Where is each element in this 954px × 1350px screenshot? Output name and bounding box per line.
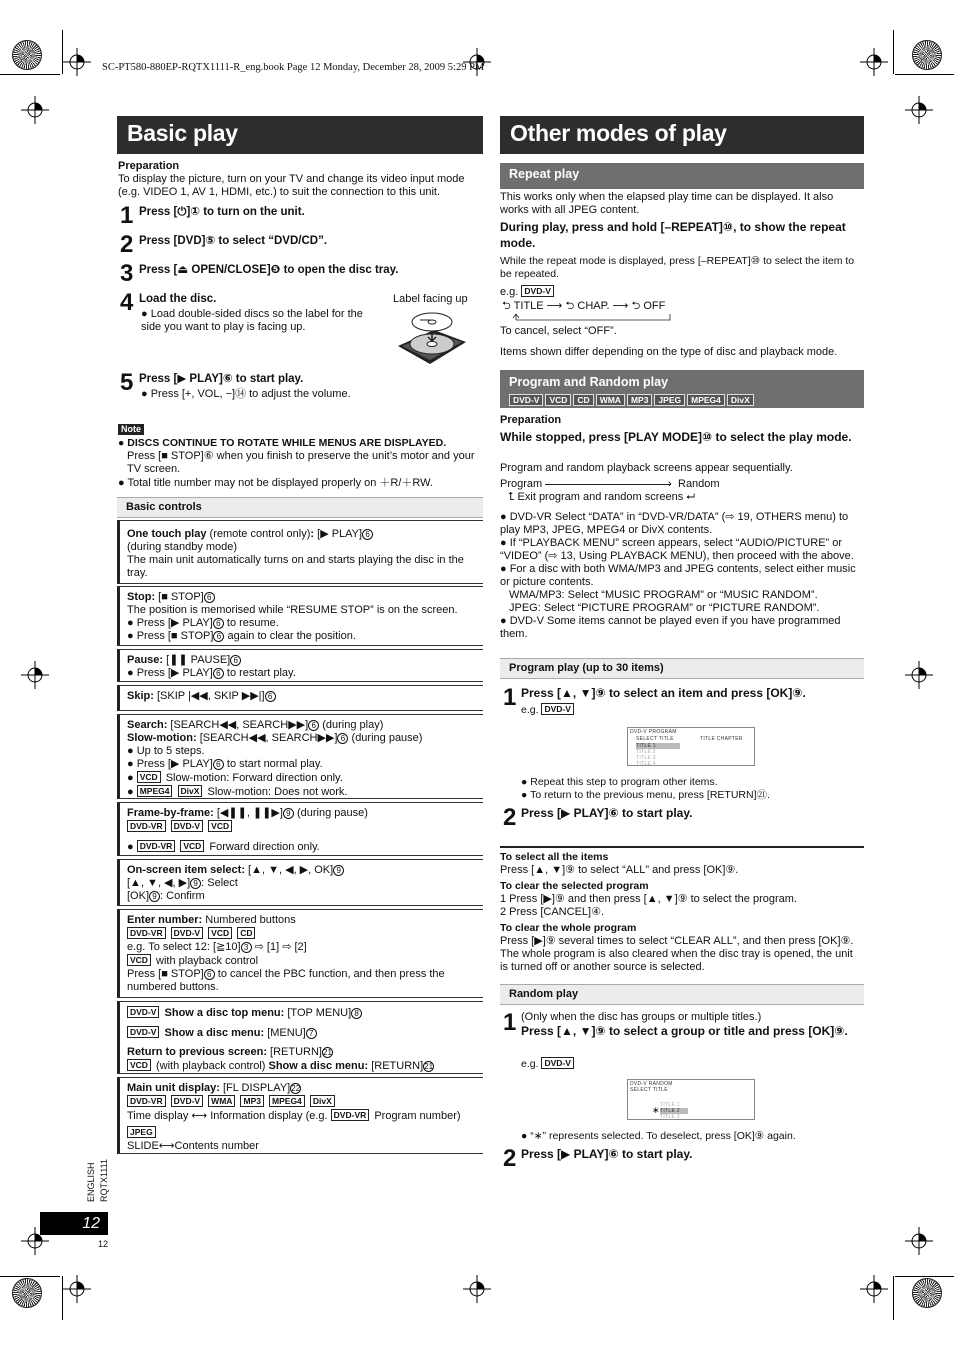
- screen-row: TITLE 2: [636, 749, 656, 755]
- crosshair-mark: [860, 1275, 888, 1303]
- clear-whole-text: Press [▶]⑨ several times to select “CLEAR ALL”, and then press [OK]⑨. The whole program is also cleared when the disc tray is opened, the unit is turned off or another source is selected.: [500, 935, 854, 973]
- disc-tag: MPEG4: [687, 394, 725, 406]
- step-text: Press [DVD]⑤ to select “DVD/CD”.: [139, 235, 328, 247]
- crosshair-mark: [21, 661, 49, 689]
- registration-rosette: [12, 1278, 42, 1308]
- bullet-text: WMA/MP3: Select “MUSIC PROGRAM” or “MUSIC RANDOM”.: [509, 589, 818, 601]
- screen-row: TITLE 1: [660, 1102, 680, 1108]
- clear-selected-heading: To clear the selected program: [500, 880, 649, 892]
- control-panel-display: Main unit display: [FL DISPLAY]22 DVD-VR DVD-V WMA MP3 MPEG4 DivX Time display ⟷ Information display (e.g. DVD-VR Program number) JPEG SLIDE⟷Contents number: [117, 1077, 483, 1154]
- repeat-icon: ⮌: [565, 300, 575, 312]
- program-sequence-text: Program and random playback screens appear sequentially.: [500, 462, 793, 474]
- repeat-play-header: Repeat play: [500, 163, 864, 189]
- program-prep-label: Preparation: [500, 414, 562, 426]
- section-divider: [500, 846, 864, 848]
- select-all-heading: To select all the items: [500, 851, 609, 863]
- disc-tray-illustration: [396, 306, 468, 368]
- screen-row: TITLE 4: [636, 761, 656, 767]
- control-panel-frame: Frame-by-frame: [◀❚❚, ❚❚▶] 9 (during pause) DVD-VR DVD-V VCD ● DVD-VR VCD Forward direction only.: [117, 802, 483, 856]
- bullet-text: If “PLAYBACK MENU” screen appears, select “AUDIO/PICTURE” or “VIDEO” (⇨ 13, Using PLAYBACK MENU), then proceed with the above.: [500, 537, 854, 562]
- other-modes-title: Other modes of play: [500, 116, 864, 154]
- control-panel-stop: Stop: [■ STOP] 6 The position is memorised while “RESUME STOP” is on the screen. ● Press [▶ PLAY] 6 to resume. ● Press [■ STOP] 6 again to clear the position.: [117, 586, 483, 646]
- disc-tag: DVD-V: [509, 394, 543, 406]
- repeat-mode-off: OFF: [643, 300, 666, 312]
- repeat-detail: While the repeat mode is displayed, press [–REPEAT]⑩ to select the item to be repeated.: [500, 255, 855, 280]
- random-star-note: ● “∗” represents selected. To deselect, press [OK]⑨ again.: [521, 1130, 796, 1142]
- program-after2: ● To return to the previous menu, press [RETURN]㉑.: [521, 789, 770, 801]
- program-screen-thumbnail: [627, 727, 755, 766]
- page-number-small: 12: [98, 1239, 109, 1249]
- repeat-eg: [500, 285, 556, 299]
- control-panel-pause: Pause: [❚❚ PAUSE] 6 ● Press [▶ PLAY] 6 to restart play.: [117, 649, 483, 682]
- crosshair-mark: [905, 1227, 933, 1255]
- screen-row: TITLE 3: [660, 1114, 680, 1120]
- random-step1-eg: e.g. DVD-V: [521, 1057, 576, 1071]
- eg-label: e.g.: [500, 286, 519, 298]
- screen-row: TITLE 1: [636, 743, 680, 749]
- note-item: ● Total title number may not be displayed properly on ＋R/＋RW.: [118, 477, 433, 490]
- step-number: 2: [120, 231, 134, 258]
- control-panel-onscreen: On-screen item select: [▲, ▼, ◀, ▶, OK] 9 [▲, ▼, ◀, ▶] 9 : Select [OK] 9 : Confirm: [117, 859, 483, 906]
- selected-star-icon: ∗: [652, 1105, 660, 1115]
- step-number: 1: [120, 202, 134, 229]
- eg-label: e.g.: [521, 704, 539, 716]
- step-text: Load the disc.: [139, 293, 217, 305]
- repeat-icon: ⮌: [631, 300, 641, 312]
- basic-play-title: Basic play: [117, 116, 483, 154]
- figure-label: Label facing up: [393, 293, 468, 305]
- step-number: 5: [120, 369, 134, 396]
- side-code: RQTX1111: [99, 1158, 109, 1202]
- control-panel-enter-number: Enter number: Numbered buttons DVD-VR DVD-V VCD CD e.g. To select 12: [≧10] 3 ⇨ [1] ⇨ [2] VCD with playback control Press [■ STOP] 6 to cancel the PBC function, and then press the numbered buttons.: [117, 909, 483, 998]
- program-play-header: Program play (up to 30 items): [500, 658, 864, 679]
- disc-tag: DVD-V: [521, 285, 553, 297]
- crosshair-mark: [860, 48, 888, 76]
- disc-tag: MP3: [627, 394, 652, 406]
- repeat-cancel: To cancel, select “OFF”.: [500, 325, 617, 337]
- bullet-text: For a disc with both WMA/MP3 and JPEG contents, select either music or picture contents.: [500, 563, 856, 588]
- repeat-loop-arrow: [512, 312, 672, 322]
- screen-title: DVD-V PROGRAM: [630, 729, 677, 735]
- select-all-text: Press [▲, ▼]⑨ to select “ALL” and press [OK]⑨.: [500, 864, 739, 876]
- bullet-text: JPEG: Select “PICTURE PROGRAM” or “PICTURE RANDOM”.: [509, 602, 820, 614]
- repeat-sequence: ⮌ TITLE ⟶ ⮌ CHAP. ⟶ ⮌ OFF: [502, 300, 666, 312]
- registration-rosette: [912, 1278, 942, 1308]
- preparation-label: Preparation: [118, 160, 180, 172]
- screen-row: TITLE 2: [660, 1108, 688, 1114]
- step-number: 4: [120, 289, 134, 316]
- disc-tag: DivX: [727, 394, 754, 406]
- step-text: Press [▶ PLAY]⑥ to start play.: [139, 373, 304, 385]
- note-label: Note: [118, 424, 144, 435]
- program-step1: Press [▲, ▼]⑨ to select an item and press [OK]⑨.: [521, 686, 806, 700]
- program-step2: Press [▶ PLAY]⑥ to start play.: [521, 806, 693, 820]
- disc-tag: JPEG: [654, 394, 685, 406]
- program-instruction: While stopped, press [PLAY MODE]⑩ to select the play mode.: [500, 430, 852, 444]
- screen-row: TITLE 3: [636, 755, 656, 761]
- step-subtext: ● Press [+, VOL, −]⑭ to adjust the volume.: [141, 388, 351, 400]
- random-step2: Press [▶ PLAY]⑥ to start play.: [521, 1147, 693, 1161]
- clear-selected-step1: 1 Press [▶]⑨ and then press [▲, ▼]⑨ to select the program.: [500, 893, 797, 905]
- eg-label: e.g.: [521, 1058, 539, 1070]
- step-number: 2: [503, 804, 517, 831]
- step-text: Press [⏏ OPEN/CLOSE]❺ to open the disc tray.: [139, 264, 399, 276]
- bullet-text: DVD-V Some items cannot be played even if you have programmed them.: [500, 615, 841, 640]
- flow-arrow: [545, 484, 671, 485]
- note-item: Press [■ STOP]⑥ when you finish to preserve the unit’s motor and your TV screen.: [127, 450, 475, 476]
- random-play-header: Random play: [500, 984, 864, 1005]
- repeat-mode-chap: CHAP.: [577, 300, 610, 312]
- registration-rosette: [12, 40, 42, 70]
- control-panel-menus: DVD-V Show a disc top menu: [TOP MENU] 8 DVD-V Show a disc menu: [MENU] 7 Return to previous screen: [RETURN]21 VCD (with playback control) Show a disc menu: [RETURN]21: [117, 1001, 483, 1074]
- random-screen-thumbnail: [627, 1079, 755, 1120]
- control-panel-skip: Skip: [SKIP |◀◀, SKIP ▶▶|] 6: [117, 685, 483, 711]
- crosshair-mark: [21, 96, 49, 124]
- screen-subtitle: SELECT TITLE: [630, 1087, 668, 1093]
- screen-columns: TITLE CHAPTER: [700, 736, 743, 742]
- random-step1-pre: (Only when the disc has groups or multiple titles.): [521, 1011, 762, 1023]
- disc-tag: VCD: [545, 394, 571, 406]
- random-step1: Press [▲, ▼]⑨ to select a group or title and press [OK]⑨.: [521, 1024, 848, 1038]
- basic-controls-header: Basic controls: [117, 497, 483, 518]
- clear-whole-heading: To clear the whole program: [500, 922, 637, 934]
- screen-title: DVD-V RANDOM: [630, 1081, 673, 1087]
- repeat-intro: This works only when the elapsed play time can be displayed. It also works with all JPEG content.: [500, 191, 834, 216]
- step-text: Press [⏻]① to turn on the unit.: [139, 206, 305, 218]
- program-bullets: ● DVD-VR Select “DATA” in “DVD-VR/DATA” (⇨ 19, OTHERS menu) to play MP3, JPEG, MPEG4 or DivX contents. ● If “PLAYBACK MENU” screen appears, select “AUDIO/PICTURE” or “VIDEO” (⇨ 13, Using PLAYBACK MENU), then proceed with the above. ● For a disc with both WMA/MP3 and JPEG contents, select either music or picture contents. WMA/MP3: Select “MUSIC PROGRAM” or “MUSIC RANDOM”. JPEG: Select “PICTURE PROGRAM” or “PICTURE RANDOM”. ● DVD-V Some items cannot be played even if you have programmed them.: [500, 511, 862, 641]
- note-item: ● DISCS CONTINUE TO ROTATE WHILE MENUS ARE DISPLAYED.: [118, 437, 447, 450]
- side-language: ENGLISH: [86, 1162, 96, 1202]
- disc-tag: WMA: [596, 394, 625, 406]
- program-step1-eg: e.g. DVD-V: [521, 703, 576, 717]
- flow-exit: ⮤ Exit program and random screens ⮠: [508, 491, 696, 503]
- bullet-text: DVD-VR Select “DATA” in “DVD-VR/DATA” (⇨ 19, OTHERS menu) to play MP3, JPEG, MPEG4 or DivX contents.: [500, 511, 849, 536]
- clear-selected-step2: 2 Press [CANCEL]④.: [500, 906, 605, 918]
- step-number: 1: [503, 684, 517, 711]
- program-random-tags: [509, 392, 855, 407]
- disc-tag: CD: [573, 394, 593, 406]
- crosshair-mark: [63, 1275, 91, 1303]
- book-file-header: SC-PT580-880EP-RQTX1111-R_eng.book Page 12 Monday, December 28, 2009 5:29 PM: [102, 62, 485, 73]
- step-subtext: ● Load double-sided discs so the label for the side you want to play is facing up.: [141, 308, 363, 333]
- flow-program: Program: [500, 478, 543, 490]
- step-number: 2: [503, 1145, 517, 1172]
- repeat-differ: Items shown differ depending on the type of disc and playback mode.: [500, 346, 838, 358]
- program-random-header: [500, 370, 864, 408]
- preparation-text: To display the picture, turn on your TV and change its video input mode (e.g. VIDEO 1, AV 1, HDMI, etc.) to suit the connection to this unit.: [118, 173, 465, 198]
- flow-arrow-head: ›: [668, 478, 672, 490]
- program-random-title: Program and Random play: [509, 375, 669, 389]
- note-block: [118, 423, 484, 488]
- control-panel-one-touch: One touch play (remote control only): [▶ PLAY] 6 (during standby mode) The main unit automatically turns on and starts playing the disc in the tray.: [117, 520, 483, 584]
- step-number: 1: [503, 1009, 517, 1036]
- page-number: 12: [40, 1212, 108, 1235]
- registration-rosette: [912, 40, 942, 70]
- flow-random: Random: [678, 478, 720, 490]
- repeat-icon: ⮌: [502, 300, 511, 312]
- program-after1: ● Repeat this step to program other items.: [521, 776, 718, 788]
- crosshair-mark: [63, 48, 91, 76]
- screen-subtitle: SELECT TITLE: [636, 736, 674, 742]
- step-number: 3: [120, 260, 134, 287]
- crosshair-mark: [905, 661, 933, 689]
- crosshair-mark: [463, 1275, 491, 1303]
- flow-exit-label: Exit program and random screens: [517, 491, 684, 503]
- repeat-mode-title: TITLE: [513, 300, 544, 312]
- repeat-instruction: During play, press and hold [–REPEAT]⑩, to show the repeat mode.: [500, 220, 846, 250]
- crosshair-mark: [905, 96, 933, 124]
- control-panel-search: Search: [SEARCH◀◀, SEARCH▶▶] 6 (during play) Slow-motion: [SEARCH◀◀, SEARCH▶▶] 6 (during pause) ● Up to 5 steps. ● Press [▶ PLAY] 6 to start normal play. ● VCD Slow-motion: Forward direction only. ● MPEG4 DivX Slow-motion: Does not work.: [117, 714, 483, 799]
